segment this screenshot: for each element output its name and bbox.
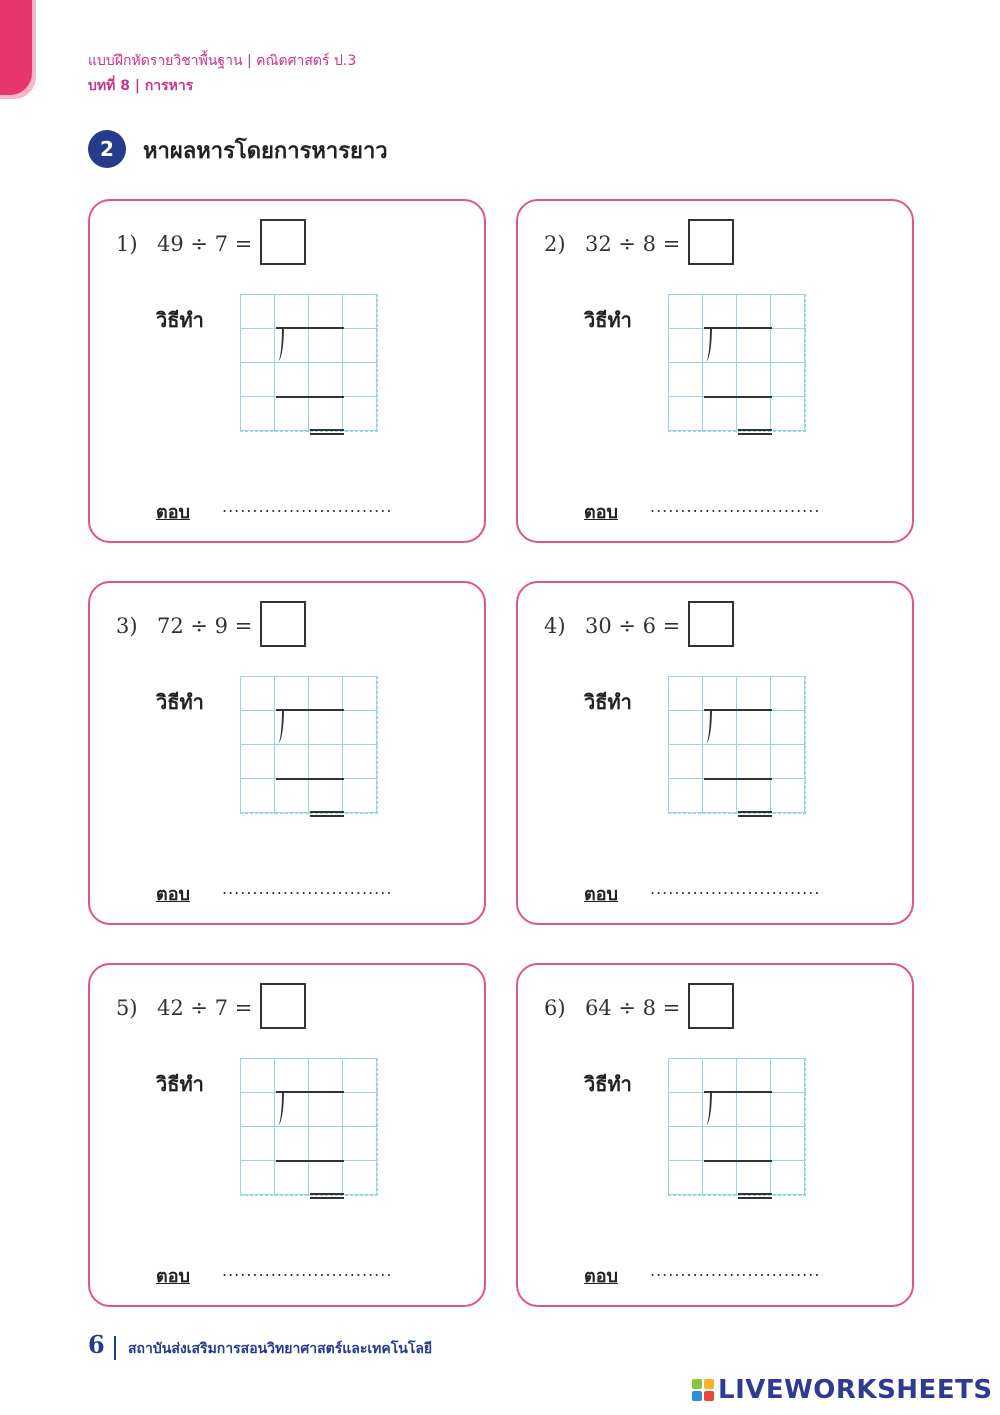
answer-label: ตอบ: [156, 502, 190, 523]
work-grid[interactable]: [240, 294, 378, 432]
problem-card-2: [516, 199, 914, 543]
answer-box[interactable]: [260, 601, 306, 647]
footer-divider: [114, 1336, 116, 1360]
problem-expression: 32 ÷ 8 =: [585, 232, 681, 256]
remainder-double-line: [310, 429, 344, 431]
remainder-double-line: [310, 811, 344, 813]
problem-card-6: [516, 963, 914, 1307]
footer-institution: สถาบันส่งเสริมการสอนวิทยาศาสตร์และเทคโนโลยี: [128, 1341, 433, 1357]
page-number: 6: [88, 1330, 105, 1359]
problem-number: 6): [544, 996, 566, 1020]
answer-box[interactable]: [260, 219, 306, 265]
division-bar: [704, 327, 772, 329]
problem-card-5: [88, 963, 486, 1307]
answer-label: ตอบ: [584, 502, 618, 523]
logo-square: [692, 1379, 702, 1389]
remainder-double-line: [310, 1197, 344, 1199]
section-number-badge: 2: [88, 130, 126, 168]
answer-blank[interactable]: ............................: [222, 879, 393, 898]
header-chapter: บทที่ 8 | การหาร: [88, 78, 194, 94]
header-subject: แบบฝึกหัดรายวิชาพื้นฐาน | คณิตศาสตร์ ป.3: [88, 53, 357, 69]
answer-blank[interactable]: ............................: [222, 497, 393, 516]
liveworksheets-logo-icon: [692, 1379, 714, 1401]
subtraction-line: [276, 778, 344, 780]
problem-card-3: [88, 581, 486, 925]
problem-expression: 30 ÷ 6 =: [585, 614, 681, 638]
division-bar: [704, 1091, 772, 1093]
problem-number: 4): [544, 614, 566, 638]
problem-expression: 49 ÷ 7 =: [157, 232, 253, 256]
problem-number: 5): [116, 996, 138, 1020]
subtraction-line: [276, 1160, 344, 1162]
problem-number: 3): [116, 614, 138, 638]
division-bar: [276, 327, 344, 329]
method-label: วิธีทำ: [156, 308, 204, 332]
answer-label: ตอบ: [156, 1266, 190, 1287]
brand-name: LIVEWORKSHEETS: [718, 1375, 993, 1405]
answer-box[interactable]: [688, 601, 734, 647]
subtraction-line: [704, 396, 772, 398]
work-grid[interactable]: [240, 1058, 378, 1196]
work-grid[interactable]: [240, 676, 378, 814]
method-label: วิธีทำ: [156, 1072, 204, 1096]
problem-number: 2): [544, 232, 566, 256]
answer-blank[interactable]: ............................: [222, 1261, 393, 1280]
answer-label: ตอบ: [584, 1266, 618, 1287]
method-label: วิธีทำ: [584, 308, 632, 332]
subtraction-line: [704, 1160, 772, 1162]
remainder-double-line: [738, 811, 772, 813]
division-bar: [704, 709, 772, 711]
work-grid[interactable]: [668, 1058, 806, 1196]
section-title: หาผลหารโดยการหารยาว: [143, 139, 388, 164]
remainder-double-line: [310, 1193, 344, 1195]
work-grid[interactable]: [668, 294, 806, 432]
logo-square: [704, 1379, 714, 1389]
problem-card-4: [516, 581, 914, 925]
logo-square: [704, 1391, 714, 1401]
remainder-double-line: [738, 429, 772, 431]
method-label: วิธีทำ: [156, 690, 204, 714]
liveworksheets-brand[interactable]: [692, 1375, 993, 1405]
division-bar: [276, 709, 344, 711]
answer-label: ตอบ: [156, 884, 190, 905]
remainder-double-line: [310, 433, 344, 435]
answer-blank[interactable]: ............................: [650, 879, 821, 898]
remainder-double-line: [738, 433, 772, 435]
division-bar: [276, 1091, 344, 1093]
remainder-double-line: [738, 815, 772, 817]
subtraction-line: [704, 778, 772, 780]
answer-blank[interactable]: ............................: [650, 497, 821, 516]
remainder-double-line: [738, 1193, 772, 1195]
problem-expression: 64 ÷ 8 =: [585, 996, 681, 1020]
answer-box[interactable]: [688, 983, 734, 1029]
problem-expression: 72 ÷ 9 =: [157, 614, 253, 638]
problem-card-1: [88, 199, 486, 543]
problem-number: 1): [116, 232, 138, 256]
remainder-double-line: [310, 815, 344, 817]
remainder-double-line: [738, 1197, 772, 1199]
work-grid[interactable]: [668, 676, 806, 814]
logo-square: [692, 1391, 702, 1401]
method-label: วิธีทำ: [584, 690, 632, 714]
answer-box[interactable]: [688, 219, 734, 265]
corner-tab-decoration: [0, 0, 32, 95]
answer-box[interactable]: [260, 983, 306, 1029]
method-label: วิธีทำ: [584, 1072, 632, 1096]
problem-expression: 42 ÷ 7 =: [157, 996, 253, 1020]
answer-label: ตอบ: [584, 884, 618, 905]
answer-blank[interactable]: ............................: [650, 1261, 821, 1280]
subtraction-line: [276, 396, 344, 398]
